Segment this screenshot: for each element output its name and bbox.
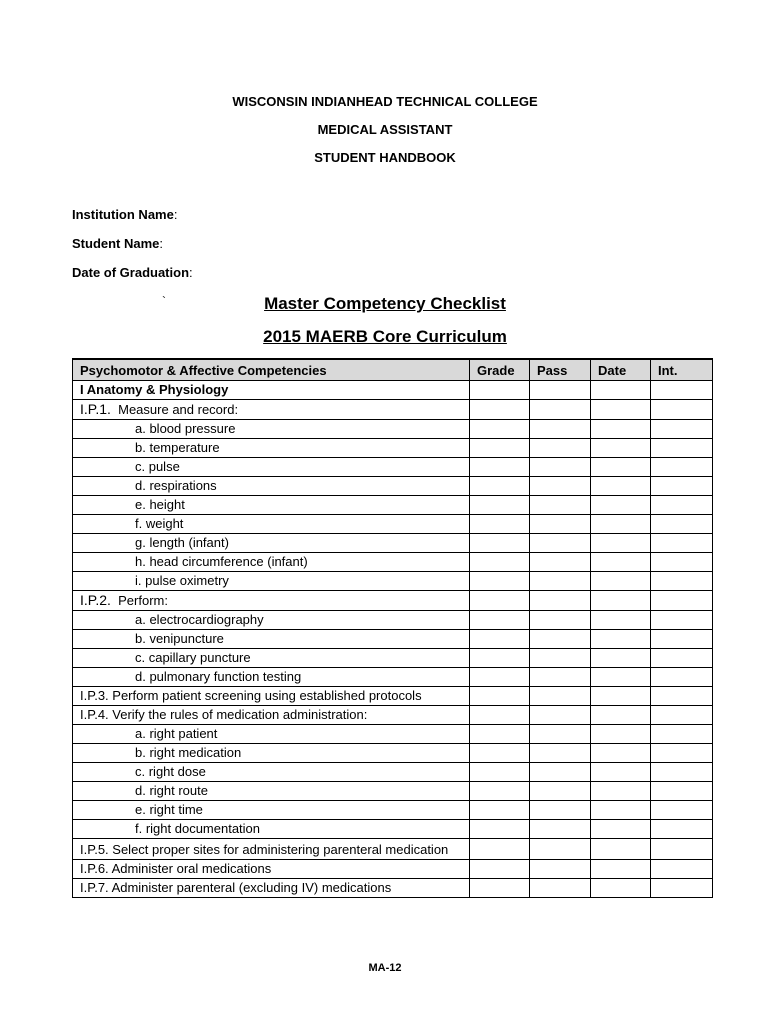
sub-item: d. respirations [73,477,470,496]
section-heading: I Anatomy & Physiology [73,381,470,400]
table-row [73,687,713,706]
competency-ip4: I.P.4. Verify the rules of medication administration: [73,706,470,725]
table-row [73,801,713,820]
pass-cell[interactable] [530,706,591,725]
int-cell[interactable] [651,687,713,706]
competency-table [72,358,713,898]
table-row [73,879,713,898]
date-cell[interactable] [591,458,651,477]
grade-cell[interactable] [470,572,530,591]
competency-ip2 [73,591,470,611]
pass-cell[interactable] [530,381,591,400]
int-cell[interactable] [651,591,713,611]
date-cell[interactable] [591,649,651,668]
grade-cell[interactable] [470,515,530,534]
pass-cell[interactable] [530,439,591,458]
program-name: MEDICAL ASSISTANT [317,122,453,137]
grade-cell[interactable] [470,381,530,400]
competency-ip7: I.P.7. Administer parenteral (excluding IV) medications [73,879,470,898]
pass-cell[interactable] [530,553,591,572]
pass-cell[interactable] [530,420,591,439]
college-name: WISCONSIN INDIANHEAD TECHNICAL COLLEGE [232,94,538,109]
date-cell[interactable] [591,477,651,496]
table-row [73,496,713,515]
stray-mark: ` [162,294,166,308]
date-cell[interactable] [591,534,651,553]
date-cell[interactable] [591,687,651,706]
pass-cell[interactable] [530,572,591,591]
sub-item: b. right medication [73,744,470,763]
table-row [73,763,713,782]
int-cell[interactable] [651,879,713,898]
pass-cell[interactable] [530,458,591,477]
col-header-competencies: Psychomotor & Affective Competencies [73,359,470,381]
date-cell[interactable] [591,820,651,839]
date-cell[interactable] [591,611,651,630]
colon: : [159,236,164,251]
int-cell[interactable] [651,860,713,879]
institution-name-label: Institution Name [72,207,174,222]
competency-code: I.P.1. [80,401,111,417]
grade-cell[interactable] [470,420,530,439]
date-cell[interactable] [591,630,651,649]
int-cell[interactable] [651,668,713,687]
competency-code: I.P.2. [80,592,111,608]
competency-text: Measure and record: [118,402,239,417]
int-cell[interactable] [651,611,713,630]
int-cell[interactable] [651,649,713,668]
grade-cell[interactable] [470,668,530,687]
grade-cell[interactable] [470,534,530,553]
pass-cell[interactable] [530,477,591,496]
date-cell[interactable] [591,439,651,458]
int-cell[interactable] [651,572,713,591]
date-cell[interactable] [591,496,651,515]
int-cell[interactable] [651,477,713,496]
int-cell[interactable] [651,782,713,801]
int-cell[interactable] [651,400,713,420]
pass-cell[interactable] [530,860,591,879]
date-cell[interactable] [591,553,651,572]
sub-item: c. right dose [73,763,470,782]
colon: : [189,265,193,280]
sub-item: f. weight [73,515,470,534]
int-cell[interactable] [651,706,713,725]
date-cell[interactable] [591,744,651,763]
table-row [73,515,713,534]
grade-cell[interactable] [470,763,530,782]
grade-cell[interactable] [470,400,530,420]
sub-item: a. blood pressure [73,420,470,439]
pass-cell[interactable] [530,782,591,801]
grade-cell[interactable] [470,458,530,477]
int-cell[interactable] [651,420,713,439]
grade-cell[interactable] [470,611,530,630]
grade-cell[interactable] [470,744,530,763]
int-cell[interactable] [651,381,713,400]
table-row [73,591,713,611]
student-name-label: Student Name [72,236,160,251]
date-cell[interactable] [591,706,651,725]
grade-cell[interactable] [470,591,530,611]
date-cell[interactable] [591,725,651,744]
pass-cell[interactable] [530,687,591,706]
table-row [73,420,713,439]
graduation-date-label: Date of Graduation [72,265,190,280]
grade-cell[interactable] [470,649,530,668]
pass-cell[interactable] [530,801,591,820]
int-cell[interactable] [651,439,713,458]
date-cell[interactable] [591,763,651,782]
sub-item: e. height [73,496,470,515]
grade-cell[interactable] [470,879,530,898]
sub-item: c. pulse [73,458,470,477]
pass-cell[interactable] [530,879,591,898]
pass-cell[interactable] [530,668,591,687]
table-row [73,477,713,496]
pass-cell[interactable] [530,839,591,860]
col-header-date: Date [591,359,651,381]
date-cell[interactable] [591,668,651,687]
grade-cell[interactable] [470,860,530,879]
pass-cell[interactable] [530,820,591,839]
table-row [73,744,713,763]
int-cell[interactable] [651,496,713,515]
sub-item: e. right time [73,801,470,820]
graduation-date-field [72,265,193,280]
date-cell[interactable] [591,801,651,820]
table-row [73,572,713,591]
table-row [73,611,713,630]
int-cell[interactable] [651,515,713,534]
grade-cell[interactable] [470,553,530,572]
sub-item: a. electrocardiography [73,611,470,630]
date-cell[interactable] [591,381,651,400]
date-cell[interactable] [591,860,651,879]
competency-ip1 [73,400,470,420]
int-cell[interactable] [651,553,713,572]
handbook-title: STUDENT HANDBOOK [314,150,456,165]
pass-cell[interactable] [530,591,591,611]
int-cell[interactable] [651,763,713,782]
table-row [73,381,713,400]
int-cell[interactable] [651,725,713,744]
date-cell[interactable] [591,572,651,591]
competency-ip5: I.P.5. Select proper sites for administering parenteral medication [73,839,470,860]
table-row [73,630,713,649]
pass-cell[interactable] [530,534,591,553]
grade-cell[interactable] [470,439,530,458]
sub-item: d. pulmonary function testing [73,668,470,687]
int-cell[interactable] [651,820,713,839]
table-row [73,782,713,801]
pass-cell[interactable] [530,630,591,649]
grade-cell[interactable] [470,687,530,706]
pass-cell[interactable] [530,763,591,782]
competency-text: Perform: [118,593,168,608]
sub-item: d. right route [73,782,470,801]
sub-item: b. temperature [73,439,470,458]
table-row [73,725,713,744]
date-cell[interactable] [591,515,651,534]
table-row [73,649,713,668]
pass-cell[interactable] [530,496,591,515]
pass-cell[interactable] [530,400,591,420]
int-cell[interactable] [651,534,713,553]
date-cell[interactable] [591,782,651,801]
checklist-title: Master Competency Checklist [264,294,506,313]
sub-item: f. right documentation [73,820,470,839]
int-cell[interactable] [651,630,713,649]
competency-ip6: I.P.6. Administer oral medications [73,860,470,879]
table-row [73,400,713,420]
pass-cell[interactable] [530,725,591,744]
pass-cell[interactable] [530,744,591,763]
grade-cell[interactable] [470,782,530,801]
sub-item: c. capillary puncture [73,649,470,668]
grade-cell[interactable] [470,725,530,744]
table-row [73,553,713,572]
date-cell[interactable] [591,591,651,611]
table-row [73,534,713,553]
table-header-row [73,359,713,381]
table-row [73,820,713,839]
table-row [73,439,713,458]
pass-cell[interactable] [530,611,591,630]
grade-cell[interactable] [470,496,530,515]
col-header-int: Int. [651,359,713,381]
date-cell[interactable] [591,400,651,420]
sub-item: h. head circumference (infant) [73,553,470,572]
pass-cell[interactable] [530,649,591,668]
sub-item: i. pulse oximetry [73,572,470,591]
competency-ip3: I.P.3. Perform patient screening using established protocols [73,687,470,706]
int-cell[interactable] [651,744,713,763]
grade-cell[interactable] [470,820,530,839]
table-row [73,860,713,879]
curriculum-title: 2015 MAERB Core Curriculum [263,327,507,346]
int-cell[interactable] [651,458,713,477]
date-cell[interactable] [591,420,651,439]
grade-cell[interactable] [470,839,530,860]
colon: : [173,207,178,222]
grade-cell[interactable] [470,801,530,820]
sub-item: a. right patient [73,725,470,744]
table-row [73,668,713,687]
grade-cell[interactable] [470,630,530,649]
grade-cell[interactable] [470,477,530,496]
int-cell[interactable] [651,801,713,820]
table-row [73,706,713,725]
col-header-grade: Grade [470,359,530,381]
sub-item: g. length (infant) [73,534,470,553]
sub-item: b. venipuncture [73,630,470,649]
col-header-pass: Pass [530,359,591,381]
date-cell[interactable] [591,839,651,860]
table-row [73,458,713,477]
grade-cell[interactable] [470,706,530,725]
date-cell[interactable] [591,879,651,898]
student-name-field [72,236,163,251]
page-number: MA-12 [368,962,402,974]
table-row [73,839,713,860]
institution-name-field [72,207,177,222]
pass-cell[interactable] [530,515,591,534]
int-cell[interactable] [651,839,713,860]
